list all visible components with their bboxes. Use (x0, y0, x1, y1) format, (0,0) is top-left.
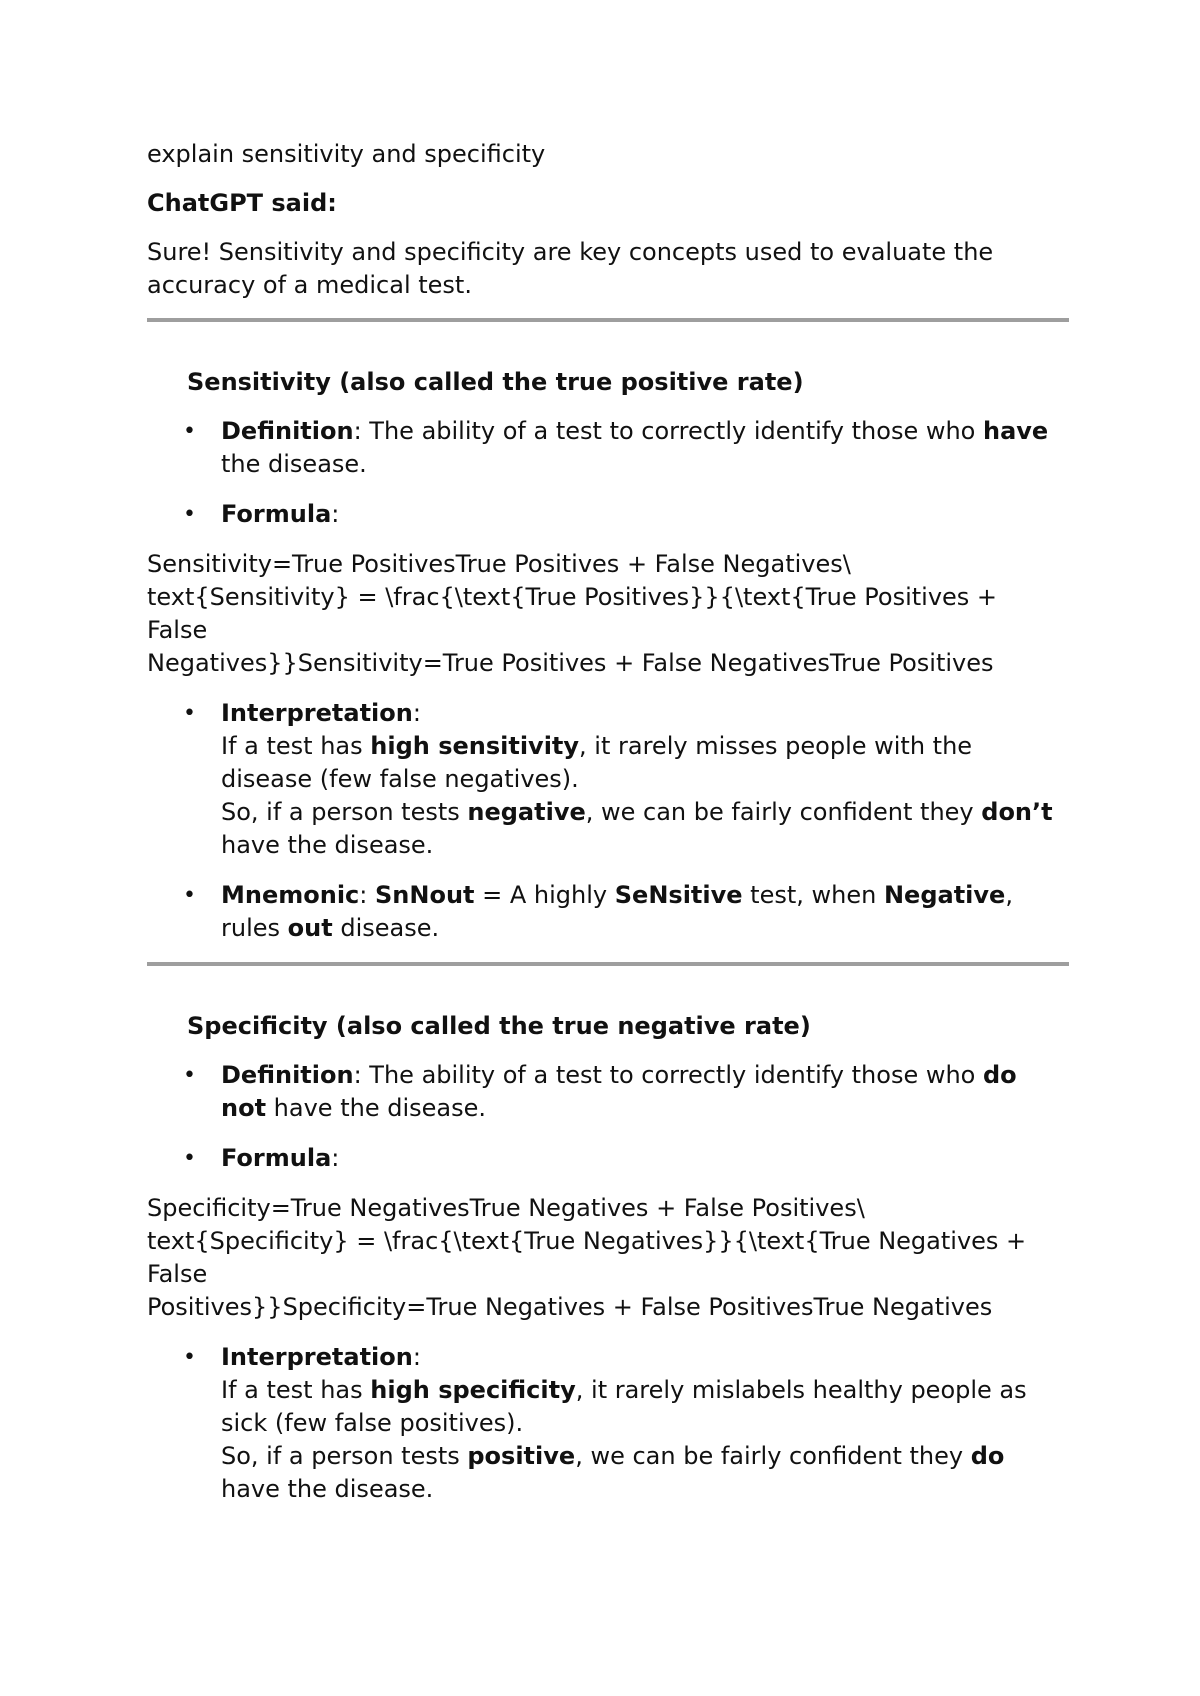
list-item (147, 879, 1067, 945)
definition-text: The ability of a test to correctly identify those who (369, 417, 983, 445)
mnemonic-text: , rules (221, 881, 1013, 942)
interpretation-text: So, if a person tests (221, 1442, 468, 1470)
separator: : (353, 1061, 370, 1089)
specificity-heading: Specificity (also called the true negative rate) (187, 1012, 811, 1040)
bullet-icon: • (183, 701, 196, 726)
formula-label: Formula (221, 500, 332, 528)
interpretation-text: have the disease. (221, 831, 434, 859)
mnemonic-text: test, when (742, 881, 884, 909)
document-page (147, 138, 1067, 1523)
list-item (147, 1341, 1067, 1506)
section-divider (147, 962, 1069, 966)
interpretation-text: , it rarely misses people with the disease (few false negatives). (221, 732, 973, 793)
definition-emphasis: do not (221, 1061, 1017, 1122)
interpretation-text: have the disease. (221, 1475, 434, 1503)
separator: : (331, 500, 340, 528)
mnemonic-emphasis: out (287, 914, 333, 942)
definition-text-end: have the disease. (266, 1094, 486, 1122)
formula-label: Formula (221, 1144, 332, 1172)
interpretation-label: Interpretation (221, 1343, 413, 1371)
interpretation-text: , it rarely mislabels healthy people as sick (few false positives). (221, 1376, 1027, 1437)
bullet-icon: • (183, 502, 196, 527)
interpretation-text: If a test has (221, 1376, 371, 1404)
formula-line: Positives}}Specificity=True Negatives + False PositivesTrue Negatives (147, 1293, 993, 1321)
definition-text-end: the disease. (221, 450, 367, 478)
interpretation-text: So, if a person tests (221, 798, 468, 826)
formula-line: text{Sensitivity} = \frac{\text{True Positives}}{\text{True Positives + (147, 583, 998, 611)
interpretation-text: , we can be fairly confident they (575, 1442, 971, 1470)
interpretation-emphasis: don’t (981, 798, 1053, 826)
definition-emphasis: have (983, 417, 1049, 445)
bullet-icon: • (183, 883, 196, 908)
bullet-icon: • (183, 1063, 196, 1088)
definition-text: The ability of a test to correctly identify those who (369, 1061, 983, 1089)
interpretation-text: , we can be fairly confident they (585, 798, 982, 826)
bullet-icon: • (183, 1146, 196, 1171)
user-prompt: explain sensitivity and specificity (147, 140, 546, 168)
bullet-icon: • (183, 1345, 196, 1370)
interpretation-emphasis: positive (467, 1442, 576, 1470)
list-item (147, 498, 1067, 531)
mnemonic-text: disease. (332, 914, 440, 942)
list-item (147, 415, 1067, 481)
definition-label: Definition (221, 417, 354, 445)
section-divider (147, 318, 1069, 322)
sensitivity-list-2 (147, 697, 1067, 945)
interpretation-emphasis: do (970, 1442, 1005, 1470)
interpretation-label: Interpretation (221, 699, 413, 727)
formula-line: False (147, 1260, 208, 1288)
list-item (147, 697, 1067, 862)
list-item (147, 1142, 1067, 1175)
sensitivity-list (147, 415, 1067, 531)
formula-line: Sensitivity=True PositivesTrue Positives + False Negatives\ (147, 550, 851, 578)
separator: : (412, 699, 421, 727)
separator: : (412, 1343, 421, 1371)
formula-line: False (147, 616, 208, 644)
mnemonic-text: = A highly (474, 881, 615, 909)
interpretation-emphasis: high specificity (370, 1376, 576, 1404)
specificity-list-2 (147, 1341, 1067, 1506)
specificity-formula (147, 1192, 1067, 1324)
formula-line: Negatives}}Sensitivity=True Positives + False NegativesTrue Positives (147, 649, 994, 677)
mnemonic-label: Mnemonic (221, 881, 360, 909)
intro-paragraph: Sure! Sensitivity and specificity are key concepts used to evaluate the accuracy of a medical test. (147, 238, 994, 299)
interpretation-text: If a test has (221, 732, 371, 760)
sensitivity-formula (147, 548, 1067, 680)
definition-label: Definition (221, 1061, 354, 1089)
interpretation-emphasis: negative (467, 798, 586, 826)
interpretation-emphasis: high sensitivity (370, 732, 580, 760)
separator: : (359, 881, 375, 909)
formula-line: text{Specificity} = \frac{\text{True Negatives}}{\text{True Negatives + (147, 1227, 1027, 1255)
formula-line: Specificity=True NegativesTrue Negatives + False Positives\ (147, 1194, 865, 1222)
sensitivity-heading: Sensitivity (also called the true positive rate) (187, 368, 804, 396)
bullet-icon: • (183, 419, 196, 444)
separator: : (353, 417, 370, 445)
mnemonic-emphasis: Negative (883, 881, 1006, 909)
specificity-list (147, 1059, 1067, 1175)
mnemonic-emphasis: SeNsitive (614, 881, 743, 909)
mnemonic-emphasis: SnNout (375, 881, 475, 909)
list-item (147, 1059, 1067, 1125)
assistant-label: ChatGPT said: (147, 189, 337, 217)
separator: : (331, 1144, 340, 1172)
